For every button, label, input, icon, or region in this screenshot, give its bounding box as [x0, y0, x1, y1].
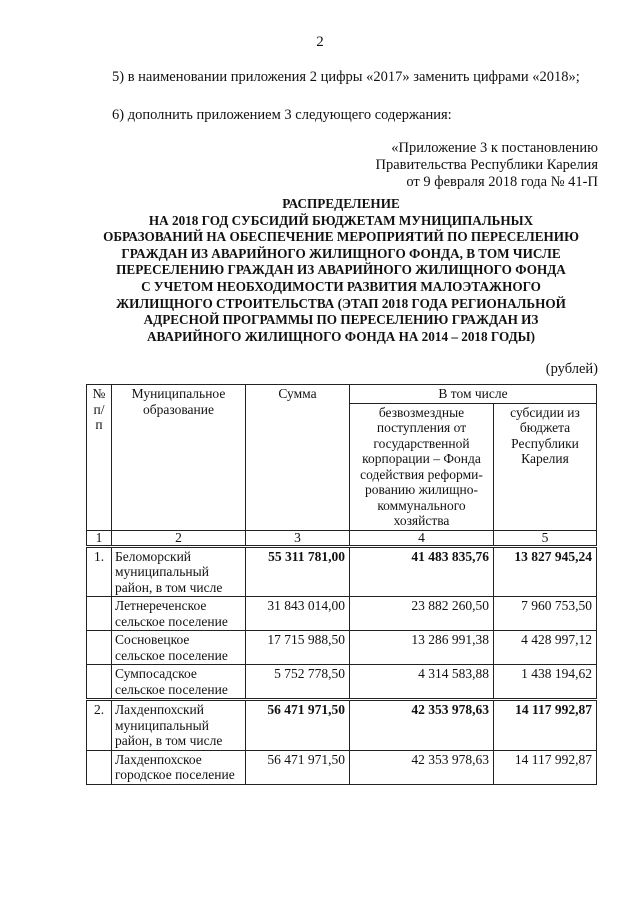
table-row	[87, 631, 597, 665]
row-name: Сосновецкое сельское поселение	[112, 631, 246, 665]
title-line: РАСПРЕДЕЛЕНИЕ	[282, 196, 400, 211]
row-republic: 14 117 992,87	[494, 700, 597, 751]
title-line: ОБРАЗОВАНИЙ НА ОБЕСПЕЧЕНИЕ МЕРОПРИЯТИЙ ПО ПЕРЕСЕЛЕНИЮ	[103, 229, 579, 245]
table-row	[87, 750, 597, 784]
header-fund: безвозмездные поступления от государственной корпорации – Фонда содействия реформи-рованию жилищно-коммунального хозяйства	[350, 403, 494, 530]
row-name: Беломорский муниципальный район, в том числе	[112, 546, 246, 597]
row-fund: 13 286 991,38	[350, 631, 494, 665]
row-sum: 56 471 971,50	[246, 700, 350, 751]
row-num	[87, 597, 112, 631]
row-fund: 42 353 978,63	[350, 700, 494, 751]
row-republic: 4 428 997,12	[494, 631, 597, 665]
row-fund: 42 353 978,63	[350, 750, 494, 784]
table-row	[87, 597, 597, 631]
index-cell: 3	[246, 530, 350, 546]
index-cell: 2	[112, 530, 246, 546]
title-line: ПЕРЕСЕЛЕНИЮ ГРАЖДАН ИЗ АВАРИЙНОГО ЖИЛИЩНОГО ФОНДА	[116, 262, 566, 278]
title-line: НА 2018 ГОД СУБСИДИЙ БЮДЖЕТАМ МУНИЦИПАЛЬНЫХ	[148, 212, 534, 228]
distribution-table	[86, 384, 597, 785]
row-num: 1.	[87, 546, 112, 597]
table-row	[87, 700, 597, 751]
title-line: АВАРИЙНОГО ЖИЛИЩНОГО ФОНДА НА 2014 – 2018 ГОДЫ)	[147, 328, 535, 344]
row-num	[87, 750, 112, 784]
row-republic: 1 438 194,62	[494, 665, 597, 700]
paragraph-item-6: 6) дополнить приложением 3 следующего содержания:	[112, 107, 452, 123]
row-name: Сумпосадское сельское поселение	[112, 665, 246, 700]
row-name: Лахденпохское городское поселение	[112, 750, 246, 784]
index-cell: 1	[87, 530, 112, 546]
paragraph-item-5: 5) в наименовании приложения 2 цифры «2017» заменить цифрами «2018»;	[112, 69, 580, 85]
row-name: Летнереченское сельское поселение	[112, 597, 246, 631]
appendix-ref-line: «Приложение 3 к постановлению	[391, 140, 598, 156]
index-cell: 4	[350, 530, 494, 546]
row-fund: 41 483 835,76	[350, 546, 494, 597]
row-republic: 14 117 992,87	[494, 750, 597, 784]
row-republic: 13 827 945,24	[494, 546, 597, 597]
row-num	[87, 631, 112, 665]
page-number: 2	[316, 34, 324, 50]
title-line: ЖИЛИЩНОГО СТРОИТЕЛЬСТВА (ЭТАП 2018 ГОДА РЕГИОНАЛЬНОЙ	[116, 295, 566, 311]
row-fund: 23 882 260,50	[350, 597, 494, 631]
row-num	[87, 665, 112, 700]
row-sum: 56 471 971,50	[246, 750, 350, 784]
appendix-reference	[375, 140, 598, 191]
header-sum: Сумма	[246, 385, 350, 531]
row-sum: 5 752 778,50	[246, 665, 350, 700]
row-num: 2.	[87, 700, 112, 751]
appendix-ref-line: Правительства Республики Карелия	[375, 157, 598, 173]
row-republic: 7 960 753,50	[494, 597, 597, 631]
table-row	[87, 665, 597, 700]
index-cell: 5	[494, 530, 597, 546]
table-header-row	[87, 385, 597, 404]
row-sum: 17 715 988,50	[246, 631, 350, 665]
title-line: АДРЕСНОЙ ПРОГРАММЫ ПО ПЕРЕСЕЛЕНИЮ ГРАЖДАН ИЗ	[143, 312, 539, 328]
appendix-ref-line: от 9 февраля 2018 года № 41-П	[406, 174, 598, 190]
header-num: № п/п	[87, 385, 112, 531]
row-sum: 55 311 781,00	[246, 546, 350, 597]
units-label: (рублей)	[545, 361, 598, 377]
document-title	[86, 196, 596, 345]
table-row	[87, 546, 597, 597]
header-including: В том числе	[350, 385, 597, 404]
row-name: Лахденпохский муниципальный район, в том числе	[112, 700, 246, 751]
title-line: С УЧЕТОМ НЕОБХОДИМОСТИ РАЗВИТИЯ МАЛОЭТАЖНОГО	[141, 278, 541, 294]
row-sum: 31 843 014,00	[246, 597, 350, 631]
title-line: ГРАЖДАН ИЗ АВАРИЙНОГО ЖИЛИЩНОГО ФОНДА, В ТОМ ЧИСЛЕ	[121, 245, 561, 261]
row-fund: 4 314 583,88	[350, 665, 494, 700]
table-index-row	[87, 530, 597, 546]
header-municipality: Муниципальное образование	[112, 385, 246, 531]
header-republic: субсидии из бюджета Республики Карелия	[494, 403, 597, 530]
